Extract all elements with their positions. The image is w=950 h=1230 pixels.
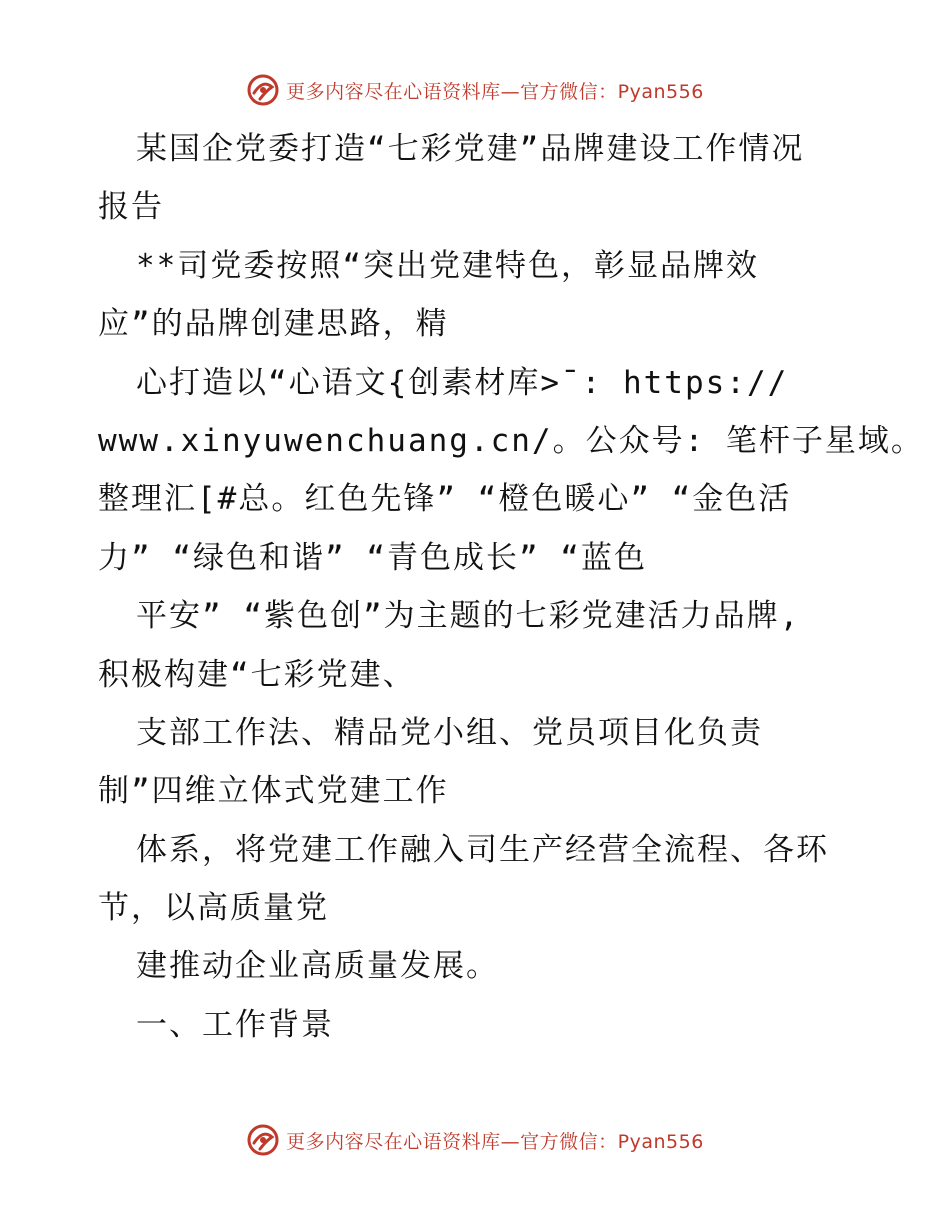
ribbon-logo-icon [246, 1123, 280, 1157]
text-line: 某国企党委打造“七彩党建”品牌建设工作情况 [136, 131, 805, 167]
text-line: 积极构建“七彩党建、 [98, 656, 416, 693]
text-line: 整理汇[#总。红色先锋” “橙色暖心” “金色活 [98, 481, 792, 518]
text-line: 报告 [98, 189, 164, 226]
text-line: 节，以高质量党 [98, 890, 329, 927]
text-line: 建推动企业高质量发展。 [136, 948, 499, 985]
text-line: 力” “绿色和谐” “青色成长” “蓝色 [98, 539, 647, 576]
header-banner-inner [246, 73, 704, 107]
text-line: 一、工作背景 [136, 1006, 334, 1043]
text-line: www.xinyuwenchuang.cn/。公众号: 笔杆子星域。 [98, 422, 924, 459]
text-line: 应”的品牌创建思路，精 [98, 306, 449, 343]
header-banner [0, 70, 950, 110]
header-banner-text: 更多内容尽在心语资料库—官方微信：Pyan556 [286, 80, 704, 103]
text-line: 制”四维立体式党建工作 [98, 773, 449, 810]
document-body [98, 120, 924, 1054]
text-line: 支部工作法、精品党小组、党员项目化负责 [136, 714, 763, 751]
footer-banner-text: 更多内容尽在心语资料库—官方微信：Pyan556 [286, 1130, 704, 1153]
ribbon-logo-icon [246, 73, 280, 107]
text-line: 平安” “紫色创”为主题的七彩党建活力品牌, [136, 598, 801, 635]
text-line: 体系，将党建工作融入司生产经营全流程、各环 [136, 831, 829, 868]
footer-banner-inner [246, 1123, 704, 1157]
footer-banner [0, 1120, 950, 1160]
text-line: **司党委按照“突出党建特色，彰显品牌效 [136, 247, 759, 284]
text-line: 心打造以“心语文{创素材库>¯: https:// [136, 364, 789, 401]
